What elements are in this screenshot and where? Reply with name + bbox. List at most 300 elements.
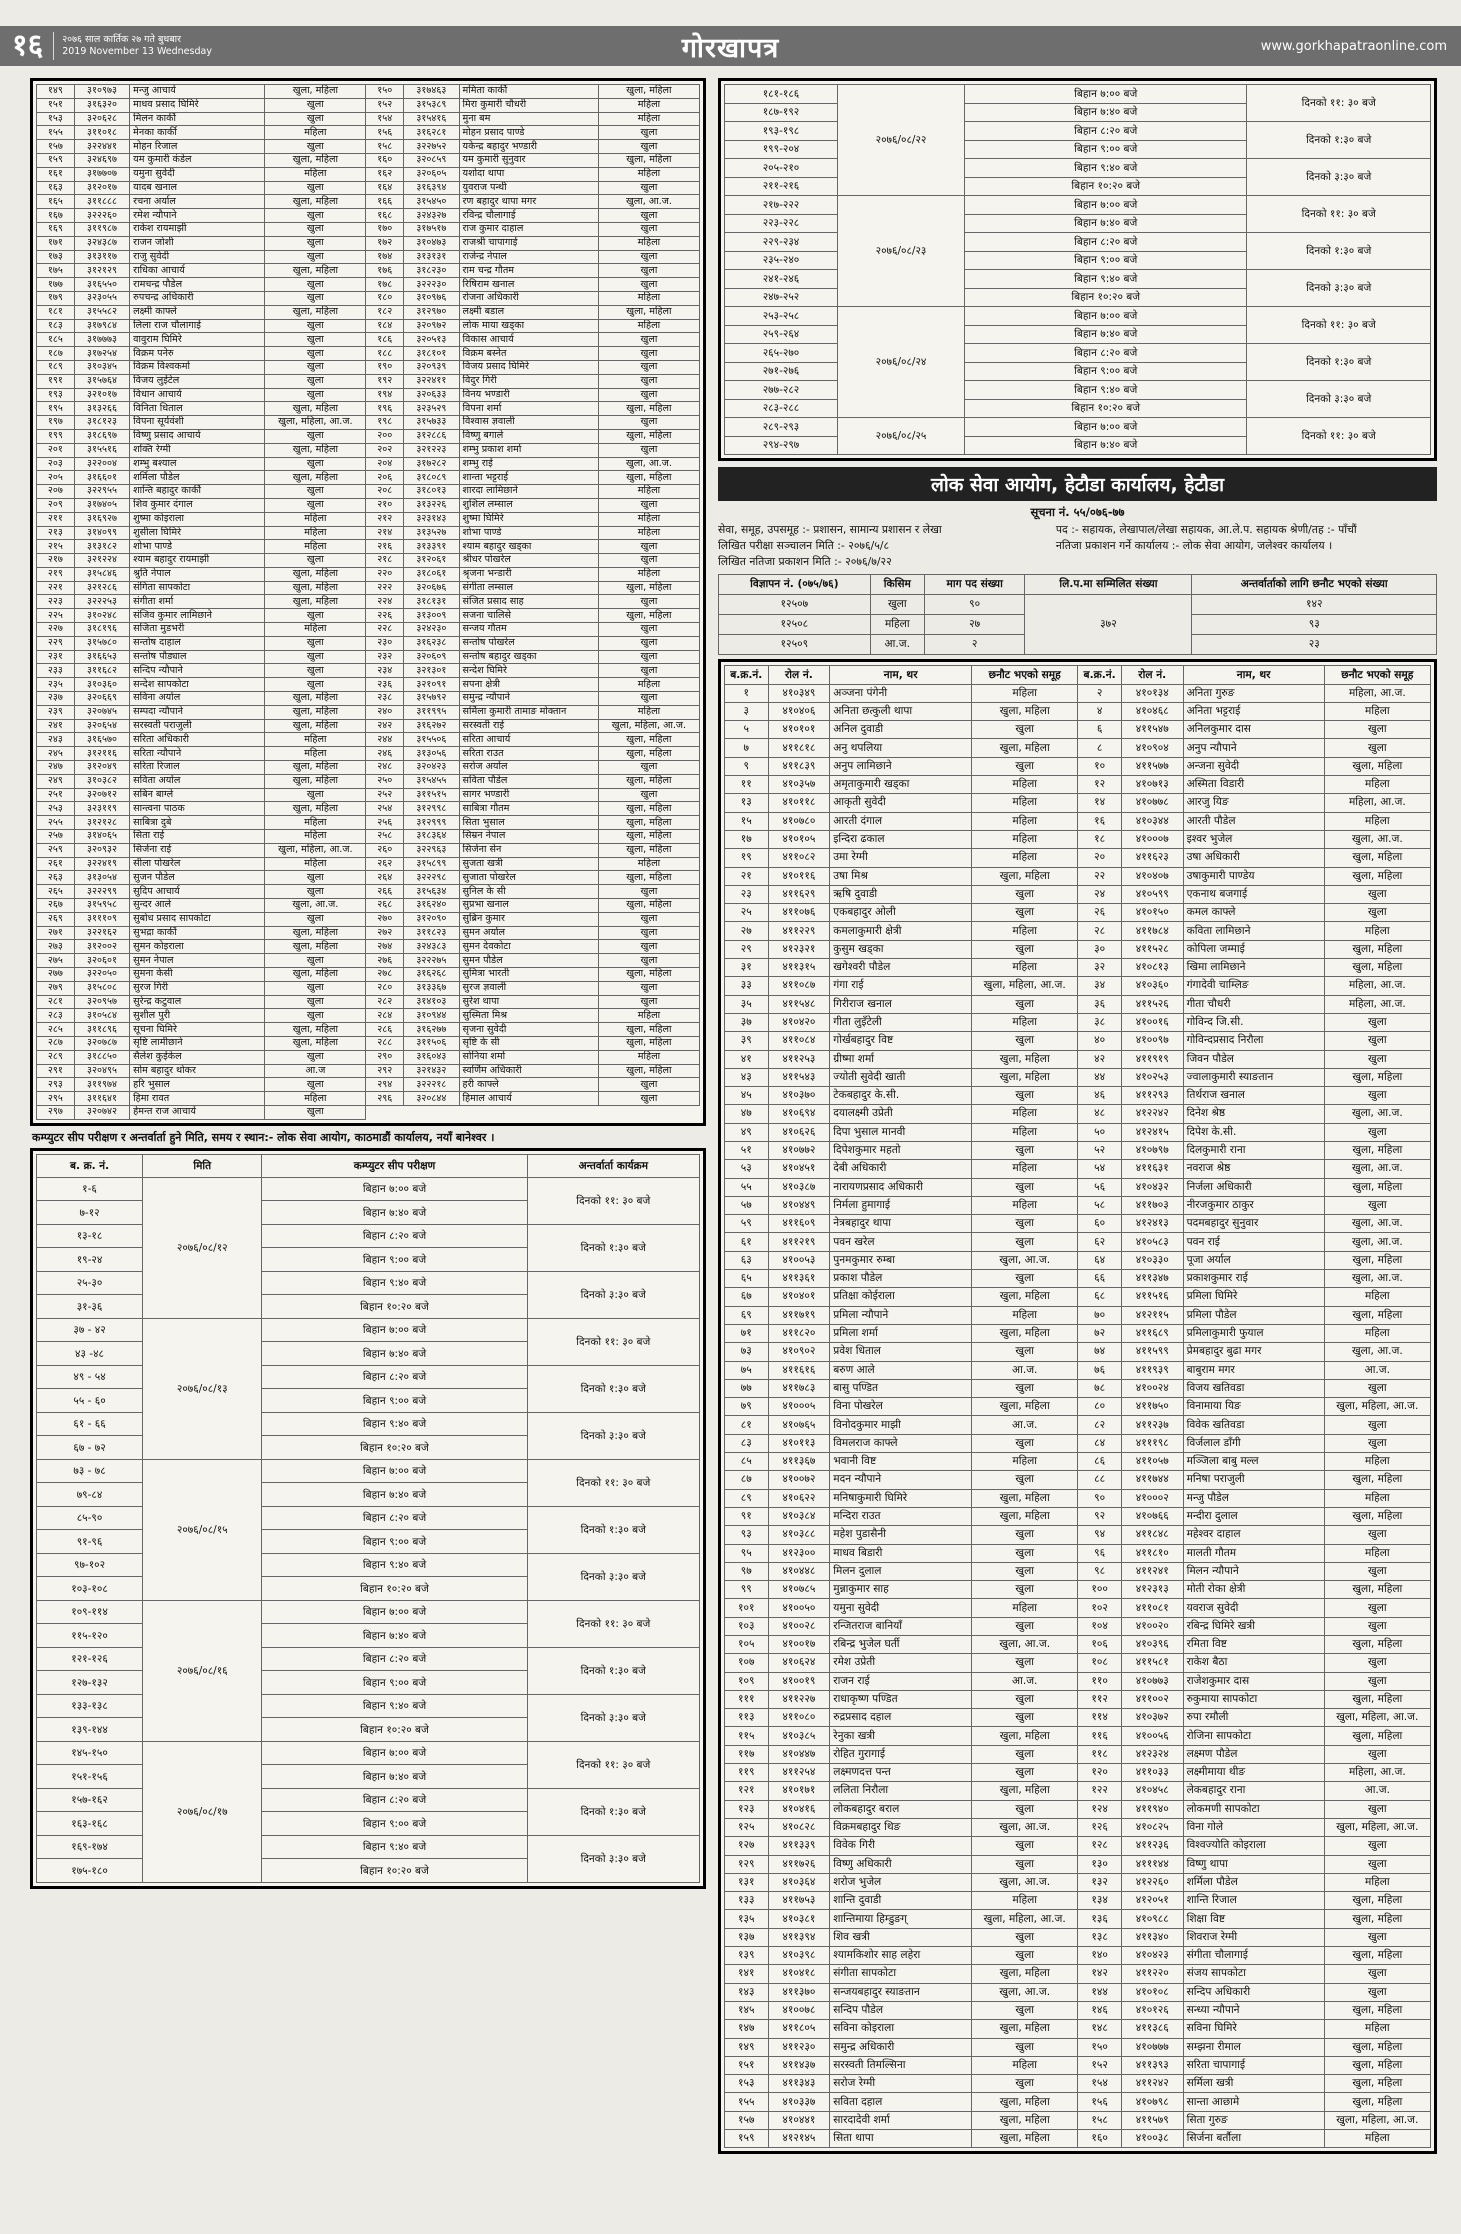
- candidate-row: [37, 816, 700, 830]
- roll-number: ४१०३८५: [768, 1727, 830, 1745]
- serial-number: २२९: [37, 636, 75, 650]
- selected-group: खुला, महिला: [265, 761, 366, 775]
- skill-test-time: बिहान ८:२० बजे: [965, 122, 1247, 141]
- roll-number: ३२२४११: [404, 374, 459, 388]
- candidate-name: विक्रम पनेरु: [130, 347, 265, 361]
- serial-number: १७०: [366, 222, 404, 236]
- roll-number: ४१०४४९: [768, 1196, 830, 1214]
- candidate-row: [37, 623, 700, 637]
- roll-range: २५३-२५८: [725, 307, 838, 326]
- serial-number: १९६: [366, 402, 404, 416]
- candidate-name: यकेन्द्र बहादुर भण्डारी: [459, 140, 598, 154]
- candidate-name: पुनमकुमार रुम्बा: [830, 1251, 972, 1269]
- candidate-row: [37, 705, 700, 719]
- candidate-row: [37, 567, 700, 581]
- roll-number: ४१००५६: [1121, 1727, 1183, 1745]
- serial-number: १२६: [1078, 1818, 1122, 1836]
- candidate-row: [37, 885, 700, 899]
- candidate-name: विमलराज काफ्ले: [830, 1434, 972, 1452]
- skill-test-time: बिहान ८:२० बजे: [262, 1506, 527, 1530]
- candidate-name: पदमबहादुर सुनुवार: [1183, 1215, 1324, 1233]
- serial-number: १११: [725, 1690, 769, 1708]
- candidate-name: वावुराम घिमिरे: [130, 333, 265, 347]
- selected-group: खुला: [972, 940, 1078, 958]
- serial-number: १५६: [1078, 2093, 1122, 2111]
- candidate-row: [37, 788, 700, 802]
- newspaper-header: [0, 26, 1461, 66]
- roll-number: ३१५४१६: [404, 112, 459, 126]
- serial-number: १६: [1078, 812, 1122, 830]
- serial-number: २७७: [37, 968, 75, 982]
- summary-header: विज्ञापन नं. (०७५/७६): [719, 574, 871, 594]
- selected-group: खुला: [265, 98, 366, 112]
- selected-group: खुला, महिला: [1324, 1727, 1430, 1745]
- serial-number: ३७: [725, 1013, 769, 1031]
- skill-test-time: बिहान १०:२० बजे: [965, 399, 1247, 418]
- roll-number: ३२१२२४: [74, 554, 129, 568]
- candidate-name: महेश्वर दाहाल: [1183, 1526, 1324, 1544]
- roll-number: ४१२११५: [1121, 1306, 1183, 1324]
- candidate-row: [37, 1078, 700, 1092]
- skill-test-time: बिहान ९:०० बजे: [262, 1812, 527, 1836]
- serial-number: १५८: [366, 140, 404, 154]
- candidate-name: सागर भण्डारी: [459, 788, 598, 802]
- serial-number: ६७: [725, 1288, 769, 1306]
- left-schedule-frame: [30, 1148, 706, 1889]
- selected-group: महिला, आ.ज.: [1324, 977, 1430, 995]
- candidate-row: [725, 2075, 1431, 2093]
- candidate-name: संजय सापकोटा: [1183, 1965, 1324, 1983]
- serial-number: १५३: [37, 112, 75, 126]
- roll-number: ३२१३०१: [404, 664, 459, 678]
- candidate-name: रामचन्द्र पौडेल: [130, 278, 265, 292]
- roll-number: ३१७९८४: [74, 319, 129, 333]
- roll-number: ४१००२४: [1121, 1379, 1183, 1397]
- candidate-row: [725, 904, 1431, 922]
- skill-test-time: बिहान १०:२० बजे: [262, 1859, 527, 1883]
- roll-range: २६५-२७०: [725, 344, 838, 363]
- roll-number: ३१३१८२: [74, 540, 129, 554]
- serial-number: १२३: [725, 1800, 769, 1818]
- selected-group: खुला, महिला: [972, 2020, 1078, 2038]
- candidate-row: [725, 2001, 1431, 2019]
- serial-number: १२८: [1078, 1837, 1122, 1855]
- serial-number: ११७: [725, 1745, 769, 1763]
- selected-group: खुला: [1324, 1032, 1430, 1050]
- category: महिला: [870, 614, 924, 634]
- roll-number: ४१०६२२: [768, 1489, 830, 1507]
- candidate-name: प्रमिलाकुमारी फुयाल: [1183, 1324, 1324, 1342]
- selected-group: खुला, आ.ज.: [972, 1873, 1078, 1891]
- serial-number: ९४: [1078, 1526, 1122, 1544]
- serial-number: १५३: [725, 2075, 769, 2093]
- roll-number: ३१२०९०: [404, 912, 459, 926]
- candidate-name: लोकमणी सापकोटा: [1183, 1800, 1324, 1818]
- roll-number: ४१०८२५: [1121, 1818, 1183, 1836]
- serial-number: २०५: [37, 471, 75, 485]
- roll-number: ४१०७९७: [1121, 1141, 1183, 1159]
- roll-number: ३२१२८६: [74, 581, 129, 595]
- selected-group: खुला, महिला: [265, 195, 366, 209]
- selected-group: खुला: [598, 1092, 699, 1106]
- selected-group: खुला, महिला: [265, 471, 366, 485]
- selected-group: खुला: [1324, 1379, 1430, 1397]
- candidate-row: [725, 1233, 1431, 1251]
- serial-number: १४८: [1078, 2020, 1122, 2038]
- serial-number: २७५: [37, 954, 75, 968]
- serial-number: २१२: [366, 512, 404, 526]
- roll-number: ३२४६९७: [74, 153, 129, 167]
- roll-number: ४१२२६०: [1121, 1873, 1183, 1891]
- roll-number: ३१८१९६: [74, 623, 129, 637]
- selected-group: महिला: [265, 540, 366, 554]
- selected-group: महिला: [972, 959, 1078, 977]
- selected-group: खुला: [1324, 1087, 1430, 1105]
- serial-number: २६५: [37, 885, 75, 899]
- selected-group: खुला: [972, 904, 1078, 922]
- candidate-row: [725, 1837, 1431, 1855]
- selected-group: आ.ज.: [972, 1672, 1078, 1690]
- selected-group: खुला, महिला: [1324, 1068, 1430, 1086]
- selected-group: खुला: [265, 995, 366, 1009]
- candidate-row: [37, 85, 700, 99]
- roll-number: ३१३३६७: [404, 981, 459, 995]
- schedule-header: कम्प्युटर सीप परीक्षण: [262, 1154, 527, 1177]
- selected-group: खुला, आ.ज.: [972, 1636, 1078, 1654]
- selected-group: खुला, महिला: [972, 1050, 1078, 1068]
- interview-time: दिनको १:३० बजे: [527, 1647, 699, 1694]
- candidate-row: [725, 849, 1431, 867]
- roll-range: २९४-२९७: [725, 436, 838, 455]
- candidate-name: सुदिप आचार्य: [130, 885, 265, 899]
- candidate-name: सर्मिला खत्री: [1183, 2075, 1324, 2093]
- roll-number: ३११८२३: [404, 926, 459, 940]
- candidate-name: सुरज ज्ञवाली: [459, 981, 598, 995]
- roll-number: ३१६२४०: [404, 899, 459, 913]
- serial-number: ८८: [1078, 1471, 1122, 1489]
- candidate-row: [37, 222, 700, 236]
- candidate-name: राधिका आचार्य: [130, 264, 265, 278]
- selected-group: खुला: [972, 1032, 1078, 1050]
- serial-number: १९२: [366, 374, 404, 388]
- candidate-name: प्रेमबहादुर बुढा मगर: [1183, 1343, 1324, 1361]
- candidate-name: शर्मिला पौडेल: [130, 471, 265, 485]
- roll-number: ४११५२८: [1121, 940, 1183, 958]
- selected-group: महिला: [972, 684, 1078, 702]
- serial-number: १९८: [366, 416, 404, 430]
- serial-number: १९४: [366, 388, 404, 402]
- candidate-name: इश्वर भुजेल: [1183, 830, 1324, 848]
- serial-number: ५: [725, 721, 769, 739]
- serial-number: १४३: [725, 1983, 769, 2001]
- candidate-name: सरिता राउत: [459, 747, 598, 761]
- roll-number: ३१२११६: [74, 747, 129, 761]
- candidate-name: विजय खतिवडा: [1183, 1379, 1324, 1397]
- candidate-name: अनुप न्यौपाने: [1183, 739, 1324, 757]
- service-group-line: सेवा, समूह, उपसमूह :- प्रशासन, सामान्य प्रशासन र लेखा: [718, 523, 942, 536]
- candidate-name: विजय प्रसाद घिमिरे: [459, 360, 598, 374]
- selected-group: खुला: [598, 954, 699, 968]
- interview-time: दिनको १:३० बजे: [1247, 233, 1431, 270]
- serial-number: ६: [1078, 721, 1122, 739]
- serial-number: ४७: [725, 1105, 769, 1123]
- schedule-header: ब. क्र. नं.: [37, 1154, 143, 1177]
- serial-number: १७३: [37, 250, 75, 264]
- candidate-name: दिनेश श्रेष्ठ: [1183, 1105, 1324, 1123]
- candidate-name: शान्ति बहादुर कार्की: [130, 485, 265, 499]
- serial-number: १५०: [1078, 2038, 1122, 2056]
- roll-number: ४११७१९: [768, 1306, 830, 1324]
- roll-number: ४१०३८७: [768, 1178, 830, 1196]
- roll-number: ३१४१०३: [404, 995, 459, 1009]
- candidate-name: शर्मिला पौडेल: [1183, 1873, 1324, 1891]
- serial-number: १४९: [725, 2038, 769, 2056]
- candidate-name: विना पोखरेल: [830, 1398, 972, 1416]
- selected-group: खुला: [598, 761, 699, 775]
- roll-number: ४१०४४७: [768, 1745, 830, 1763]
- roll-number: ४११६२३: [1121, 849, 1183, 867]
- candidate-name: शिक्षा विष्ट: [1183, 1910, 1324, 1928]
- roll-number: ३२३५२९: [404, 402, 459, 416]
- selected-group: खुला: [598, 416, 699, 430]
- roll-number: ४१०४०७: [1121, 867, 1183, 885]
- selected-group: खुला: [1324, 1800, 1430, 1818]
- roll-number: ४१०००२: [1121, 1489, 1183, 1507]
- selected-group: महिला: [598, 291, 699, 305]
- roll-number: ४११८३९: [768, 757, 830, 775]
- roll-number: ४१०१०५: [768, 830, 830, 848]
- selected-group: महिला: [598, 857, 699, 871]
- serial-number: २२०: [366, 567, 404, 581]
- selected-group: खुला: [972, 1087, 1078, 1105]
- selected-group: खुला, महिला: [265, 264, 366, 278]
- serial-number: ८९: [725, 1489, 769, 1507]
- serial-number: ८२: [1078, 1416, 1122, 1434]
- selected-group: महिला: [598, 167, 699, 181]
- candidate-row: [37, 940, 700, 954]
- roll-number: ४१०३३७: [768, 2093, 830, 2111]
- schedule-row: [725, 307, 1431, 326]
- candidate-row: [37, 981, 700, 995]
- roll-range: २४१-२४६: [725, 270, 838, 289]
- selected-group: खुला: [265, 788, 366, 802]
- candidate-name: प्रमिला न्यौपाने: [830, 1306, 972, 1324]
- serial-number: ११२: [1078, 1690, 1122, 1708]
- serial-number: १८०: [366, 291, 404, 305]
- candidate-name: सुरज गिरी: [130, 981, 265, 995]
- roll-number: ४१०४०१: [768, 1288, 830, 1306]
- candidate-name: राजु सुवेदी: [130, 250, 265, 264]
- candidate-name: विधान आचार्य: [130, 388, 265, 402]
- serial-number: २४१: [37, 719, 75, 733]
- advertisement-number: १२५०७: [719, 594, 871, 614]
- candidate-row: [725, 977, 1431, 995]
- roll-number: ३२२४४१: [74, 140, 129, 154]
- selected-group: खुला, महिला: [972, 1324, 1078, 1342]
- exam-date: २०७६/०८/२५: [837, 418, 964, 455]
- selected-group: खुला: [598, 209, 699, 223]
- roll-number: ३१३११७: [74, 250, 129, 264]
- selected-group: खुला: [1324, 1562, 1430, 1580]
- selected-group: खुला, महिला: [265, 1023, 366, 1037]
- selected-group: खुला, महिला: [1324, 757, 1430, 775]
- selected-group: महिला: [265, 1092, 366, 1106]
- candidate-name: विश्वज्योति कोइराला: [1183, 1837, 1324, 1855]
- selected-group: खुला, आ.ज.: [1324, 1233, 1430, 1251]
- roll-number: ४१०३७०: [768, 1087, 830, 1105]
- skill-test-time: बिहान ७:४० बजे: [262, 1624, 527, 1648]
- selected-group: खुला, महिला, आ.ज.: [1324, 1818, 1430, 1836]
- candidate-name: विपना शर्मा: [459, 402, 598, 416]
- selected-group: महिला: [1324, 1873, 1430, 1891]
- candidate-row: [37, 402, 700, 416]
- roll-number: ३२०६५४: [74, 719, 129, 733]
- candidate-name: विनय भण्डारी: [459, 388, 598, 402]
- serial-number: १९०: [366, 360, 404, 374]
- candidate-row: [37, 774, 700, 788]
- serial-number: ७७: [725, 1379, 769, 1397]
- candidate-name: शिवराज रेग्मी: [1183, 1928, 1324, 1946]
- serial-number: ३०: [1078, 940, 1122, 958]
- skill-test-time: बिहान ८:२० बजे: [262, 1788, 527, 1812]
- candidate-name: शम्भु प्रकाश शर्मा: [459, 443, 598, 457]
- roll-number: ३२२७५२: [404, 140, 459, 154]
- candidate-name: रुकुमाया सापकोटा: [1183, 1690, 1324, 1708]
- candidate-row: [37, 167, 700, 181]
- candidate-name: गीता लुइँटेली: [830, 1013, 972, 1031]
- serial-number: २८८: [366, 1036, 404, 1050]
- candidate-name: पवन राई: [1183, 1233, 1324, 1251]
- candidate-name: अनिल दुवाडी: [830, 721, 972, 739]
- candidate-name: माधव बिडारी: [830, 1544, 972, 1562]
- roll-number: ३१२१२८: [74, 816, 129, 830]
- serial-number: ८१: [725, 1416, 769, 1434]
- selected-group: आ.ज.: [972, 1416, 1078, 1434]
- selected-group: खुला: [265, 319, 366, 333]
- candidate-name: कुसुम खड्का: [830, 940, 972, 958]
- candidate-name: प्रतिक्षा कोईराला: [830, 1288, 972, 1306]
- roll-number: ४१०४५१: [768, 1160, 830, 1178]
- selected-group: खुला: [972, 1855, 1078, 1873]
- serial-number: ७८: [1078, 1379, 1122, 1397]
- serial-number: २०८: [366, 485, 404, 499]
- candidate-row: [725, 922, 1431, 940]
- selected-group: खुला: [1324, 1672, 1430, 1690]
- selected-group: खुला, महिला: [1324, 959, 1430, 977]
- candidate-row: [37, 540, 700, 554]
- roll-range: २७७-२८२: [725, 381, 838, 400]
- candidate-name: अनिलकुमार दास: [1183, 721, 1324, 739]
- roll-number: ३२४३२७: [404, 209, 459, 223]
- serial-number: ९५: [725, 1544, 769, 1562]
- serial-number: २८७: [37, 1036, 75, 1050]
- roll-number: ३२०९५७: [74, 995, 129, 1009]
- schedule-row: [37, 1694, 700, 1718]
- candidate-name: सिर्जना राई: [130, 843, 265, 857]
- roll-number: ३२२४१९: [74, 857, 129, 871]
- skill-test-time: बिहान ७:०० बजे: [262, 1741, 527, 1765]
- skill-test-time: बिहान ७:४० बजे: [262, 1201, 527, 1225]
- candidate-name: राजन जोशी: [130, 236, 265, 250]
- selected-group: खुला: [1324, 1599, 1430, 1617]
- selected-group: महिला: [1324, 1489, 1430, 1507]
- serial-number: २३१: [37, 650, 75, 664]
- serial-number: १: [725, 684, 769, 702]
- candidate-name: गीता चौधरी: [1183, 995, 1324, 1013]
- skill-test-time: बिहान ९:०० बजे: [262, 1389, 527, 1413]
- serial-number: २१०: [366, 498, 404, 512]
- skill-test-time: बिहान ७:०० बजे: [262, 1459, 527, 1483]
- selected-group: खुला, महिला: [972, 1782, 1078, 1800]
- roll-number: ३२२२९९: [74, 885, 129, 899]
- candidate-name: गोविन्द जि.सी.: [1183, 1013, 1324, 1031]
- selected-group: खुला: [598, 443, 699, 457]
- serial-number: ९०: [1078, 1489, 1122, 1507]
- selected-group: खुला: [1324, 721, 1430, 739]
- candidate-row: [725, 885, 1431, 903]
- roll-range: २५-३०: [37, 1271, 143, 1295]
- serial-number: १६४: [366, 181, 404, 195]
- roll-number: ४१०३९६: [1121, 1636, 1183, 1654]
- roll-number: ४१२३२४: [1121, 1745, 1183, 1763]
- selected-group: खुला: [598, 140, 699, 154]
- serial-number: २०३: [37, 457, 75, 471]
- candidate-name: साबित्रा गौतम: [459, 802, 598, 816]
- serial-number: १३१: [725, 1873, 769, 1891]
- skill-test-time: बिहान ७:४० बजे: [262, 1342, 527, 1366]
- roll-number: ४१०१२६: [1121, 2001, 1183, 2019]
- selected-group: खुला, आ.ज.: [598, 195, 699, 209]
- roll-number: ३१८१२३: [74, 416, 129, 430]
- publishing-office-line: नतिजा प्रकाशन गर्ने कार्यालय :- लोक सेवा आयोग, जलेश्वर कार्यालय ।: [1055, 539, 1333, 553]
- serial-number: २६४: [366, 871, 404, 885]
- skill-test-time: बिहान ७:०० बजे: [965, 418, 1247, 437]
- selected-group: खुला: [1324, 1416, 1430, 1434]
- roll-number: ३१५८४६: [74, 567, 129, 581]
- shortlisted-count: १४२: [1192, 594, 1437, 614]
- selected-group: खुला, महिला: [598, 85, 699, 99]
- roll-number: ३१५७६४: [74, 374, 129, 388]
- roll-number: ३२०७४५: [74, 705, 129, 719]
- roll-number: ४११७५३: [768, 1892, 830, 1910]
- roll-number: ३२०६०१: [74, 954, 129, 968]
- roll-number: ३११८९६: [74, 1023, 129, 1037]
- roll-number: ३२२१६२: [74, 926, 129, 940]
- roll-number: ३१०९७३: [74, 85, 129, 99]
- roll-number: ४११२९३: [1121, 1087, 1183, 1105]
- roll-number: ३१८२३०: [404, 264, 459, 278]
- selected-group: खुला, महिला: [1324, 1471, 1430, 1489]
- candidate-name: सन्दिप अधिकारी: [1183, 1983, 1324, 2001]
- candidate-row: [37, 747, 700, 761]
- candidate-name: आकृती सुवेदी: [830, 794, 972, 812]
- candidate-name: उषा मिश्र: [830, 867, 972, 885]
- candidate-row: [725, 702, 1431, 720]
- skill-test-time: बिहान ९:०० बजे: [262, 1530, 527, 1554]
- roll-range: १७५-१८०: [37, 1859, 143, 1883]
- candidate-name: सुन्दर आले: [130, 899, 265, 913]
- serial-number: २७०: [366, 912, 404, 926]
- candidate-name: कमलाकुमारी क्षेत्री: [830, 922, 972, 940]
- selected-group: खुला: [598, 623, 699, 637]
- candidate-name: रमेश न्यौपाने: [130, 209, 265, 223]
- candidate-name: मन्जु आचार्य: [130, 85, 265, 99]
- selected-group: महिला: [972, 1196, 1078, 1214]
- candidate-name: सरिता आचार्य: [459, 733, 598, 747]
- selected-group: खुला: [265, 457, 366, 471]
- roll-number: ३१०४७३: [404, 236, 459, 250]
- selected-group: खुला, महिला: [598, 733, 699, 747]
